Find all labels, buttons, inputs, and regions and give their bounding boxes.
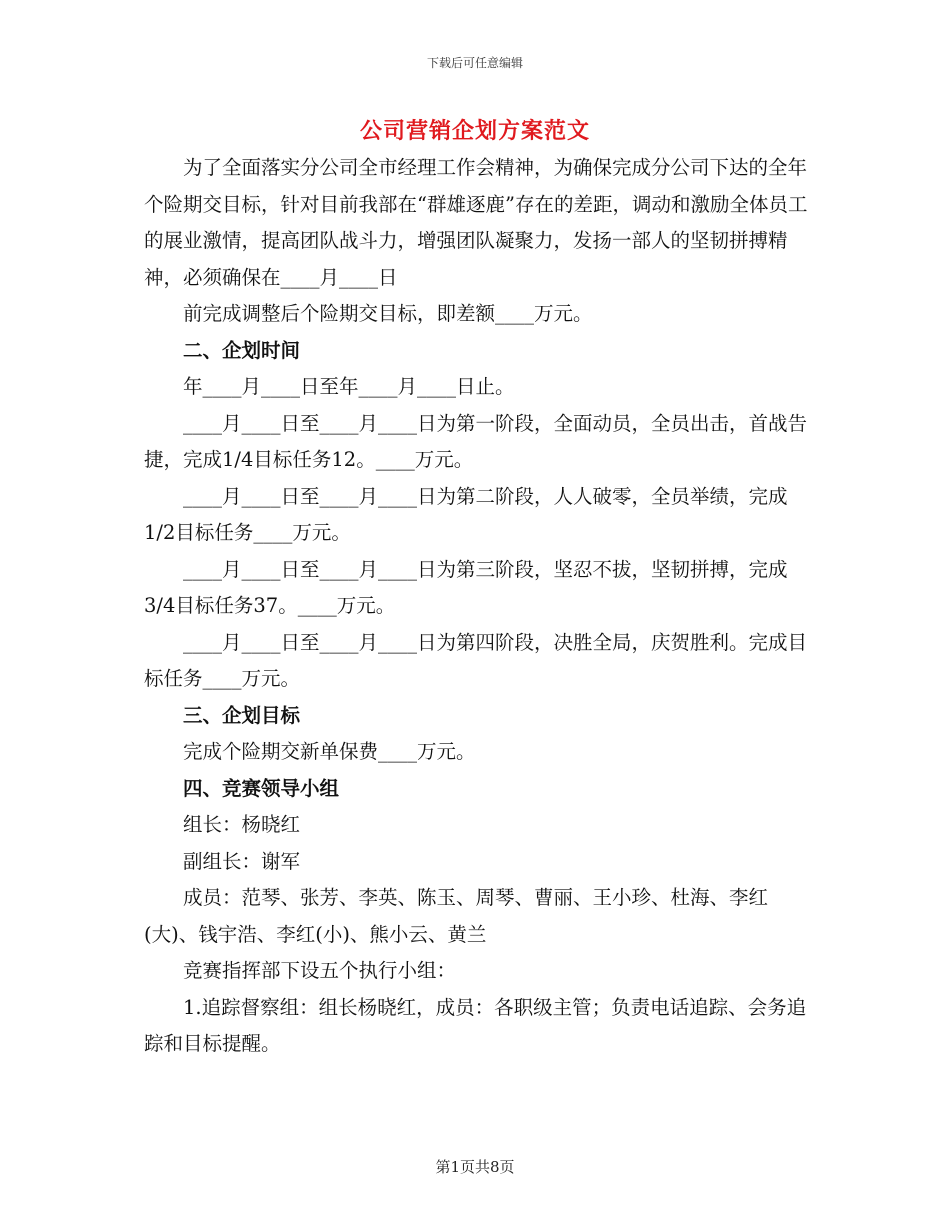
section-heading-time: 二、企划时间 <box>183 338 301 362</box>
paragraph-group-1: 1.追踪督察组：组长杨晓红，成员：各职级主管；负责电话追踪、会务追踪和目标提醒。 <box>144 995 807 1055</box>
paragraph-members: 成员：范琴、张芳、李英、陈玉、周琴、曹丽、王小珍、杜海、李红(大)、钱宇浩、李红(小)、熊小云、黄兰 <box>144 886 769 946</box>
header-note: 下载后可任意编辑 <box>426 56 523 70</box>
paragraph-leader: 组长：杨晓红 <box>183 813 301 836</box>
paragraph-stage-4: ____月____日至____月____日为第四阶段，决胜全局，庆贺胜利。完成目标任务____万元。 <box>144 630 808 690</box>
paragraph-stage-3: ____月____日至____月____日为第三阶段，坚忍不拔，坚韧拼搏，完成3/4目标任务37。____万元。 <box>144 557 788 617</box>
paragraph-time-range: 年____月____日至年____月____日止。 <box>183 375 515 398</box>
paragraph-deputy: 副组长：谢军 <box>183 849 301 873</box>
page-footer: 第1页共8页 <box>435 1158 515 1176</box>
paragraph-stage-1: ____月____日至____月____日为第一阶段，全面动员，全员出击，首战告捷，完成1/4目标任务12。____万元。 <box>144 411 808 471</box>
paragraph-goal: 完成个险期交新单保费____万元。 <box>183 740 476 763</box>
section-heading-team: 四、竞赛领导小组 <box>183 776 340 800</box>
document-title: 公司营销企划方案范文 <box>359 118 590 144</box>
document-body <box>144 150 816 1063</box>
section-heading-goal: 三、企划目标 <box>183 703 301 727</box>
paragraph-subgroups: 竞赛指挥部下设五个执行小组： <box>183 959 457 982</box>
paragraph-target: 前完成调整后个险期交目标，即差额____万元。 <box>183 302 593 325</box>
paragraph-stage-2: ____月____日至____月____日为第二阶段，人人破零，全员举绩，完成1/2目标任务____万元。 <box>144 484 788 544</box>
paragraph-intro: 为了全面落实分公司全市经理工作会精神，为确保完成分公司下达的全年个险期交目标，针对目前我部在“群雄逐鹿”存在的差距，调动和激励全体员工的展业激情，提高团队战斗力，增强团队凝聚力，发扬一部人的坚韧拼搏精神，必须确保在____月____日 <box>144 156 808 289</box>
